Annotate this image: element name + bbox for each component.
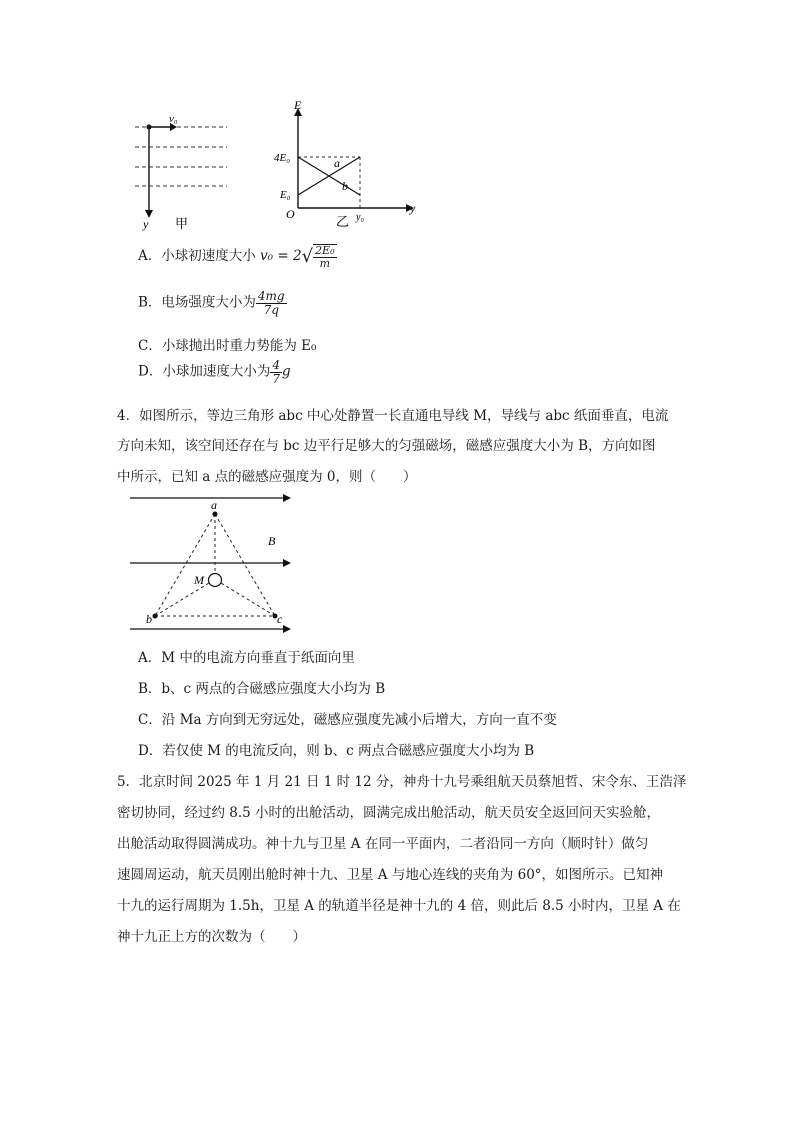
wire-M <box>209 574 222 587</box>
sqrt-radical: √ <box>301 246 314 268</box>
q3-option-d-fraction <box>270 359 282 385</box>
q3-option-d <box>138 359 291 385</box>
ball-dot <box>147 125 152 130</box>
e-label: E <box>294 100 302 112</box>
q5-stem-line2: 密切协同，经过约 8.5 小时的出舱活动，圆满完成出舱活动，航天员安全返回问天实验舱， <box>117 805 661 821</box>
q3-option-b <box>138 290 287 316</box>
q3-option-b-fraction <box>256 290 287 316</box>
guide-lines <box>298 157 360 208</box>
b-field-lines <box>130 498 285 629</box>
y-label: y <box>143 217 149 231</box>
q3-option-c: C．小球抛出时重力势能为 E₀ <box>138 338 317 354</box>
q5-stem-line6: 神十九正上方的次数为（ ） <box>117 929 306 945</box>
q3-option-a-v0: v₀ = 2 <box>260 248 302 265</box>
y-label: y <box>410 201 416 215</box>
label-c: c <box>277 612 283 626</box>
q3-option-a-fraction <box>313 244 336 269</box>
label-b: b <box>146 612 152 626</box>
point-b <box>153 614 158 619</box>
q3-option-b-den: 7q <box>263 302 279 317</box>
q5-stem-line1: 5．北京时间 2025 年 1 月 21 日 1 时 12 分，神舟十九号乘组航天员蔡旭哲、宋令东、王浩泽 <box>117 774 687 790</box>
point-a <box>213 512 218 517</box>
q4-option-c: C．沿 Ma 方向到无穷远处，磁感应强度先减小后增大，方向一直不变 <box>138 712 557 728</box>
q5-stem-line4: 速圆周运动，航天员刚出舱时神十九、卫星 A 与地心连线的夹角为 60°，如图所示。已知神 <box>117 867 664 883</box>
figure-q4 <box>125 490 300 638</box>
q4-stem-line2: 方向未知，该空间还存在与 bc 边平行足够大的匀强磁场，磁感应强度大小为 B，方向如图 <box>117 438 656 454</box>
caption-jia: 甲 <box>175 216 189 231</box>
q3-option-b-num: 4mg <box>257 289 285 303</box>
q3-option-a <box>138 244 337 269</box>
figure-jia <box>125 110 235 235</box>
q5-stem-line3: 出舱活动取得圆满成功。神十九与卫星 A 在同一平面内，二者沿同一方向（顺时针）做匀 <box>117 836 649 852</box>
q3-option-d-num: 4 <box>272 358 280 372</box>
q3-option-a-den: m <box>319 256 330 270</box>
q3-option-a-prefix: A．小球初速度大小 <box>138 248 256 265</box>
label-4E0: 4E₀ <box>274 152 291 164</box>
q3-option-d-prefix: D．小球加速度大小为 <box>138 363 271 380</box>
v0-label: v₀ <box>169 113 178 125</box>
caption-yi: 乙 <box>336 214 350 229</box>
q3-option-a-num: 2E₀ <box>315 244 335 257</box>
q4-option-d: D．若仅使 M 的电流反向，则 b、c 两点合磁感应强度大小均为 B <box>138 743 535 759</box>
origin-label: O <box>286 207 295 221</box>
q4-option-b: B．b、c 两点的合磁感应强度大小均为 B <box>138 681 386 697</box>
triangle-abc <box>155 514 275 616</box>
y0-label: y₀ <box>356 212 364 223</box>
q3-option-d-g: g <box>281 363 291 380</box>
label-a: a <box>211 498 217 512</box>
q3-option-b-prefix: B．电场强度大小为 <box>138 294 256 311</box>
b-field-arrowheads <box>283 494 291 633</box>
q4-option-a: A．M 中的电流方向垂直于纸面向里 <box>138 650 355 666</box>
b-label: b <box>342 179 348 193</box>
figure-yi <box>270 100 420 230</box>
q3-option-d-den: 7 <box>272 371 280 386</box>
q5-stem-line5: 十九的运行周期为 1.5h，卫星 A 的轨道半径是神十九的 4 倍，则此后 8.5 小时内，卫星 A 在 <box>117 898 681 914</box>
label-E0: E₀ <box>280 189 291 201</box>
label-M: M <box>194 573 204 587</box>
label-B: B <box>268 534 276 548</box>
a-label: a <box>334 156 340 170</box>
q4-stem-line3: 中所示，已知 a 点的磁感应强度为 0，则（ ） <box>117 469 417 485</box>
q4-stem-line1: 4．如图所示，等边三角形 abc 中心处静置一长直通电导线 M，导线与 abc 纸面垂直，电流 <box>117 408 669 424</box>
